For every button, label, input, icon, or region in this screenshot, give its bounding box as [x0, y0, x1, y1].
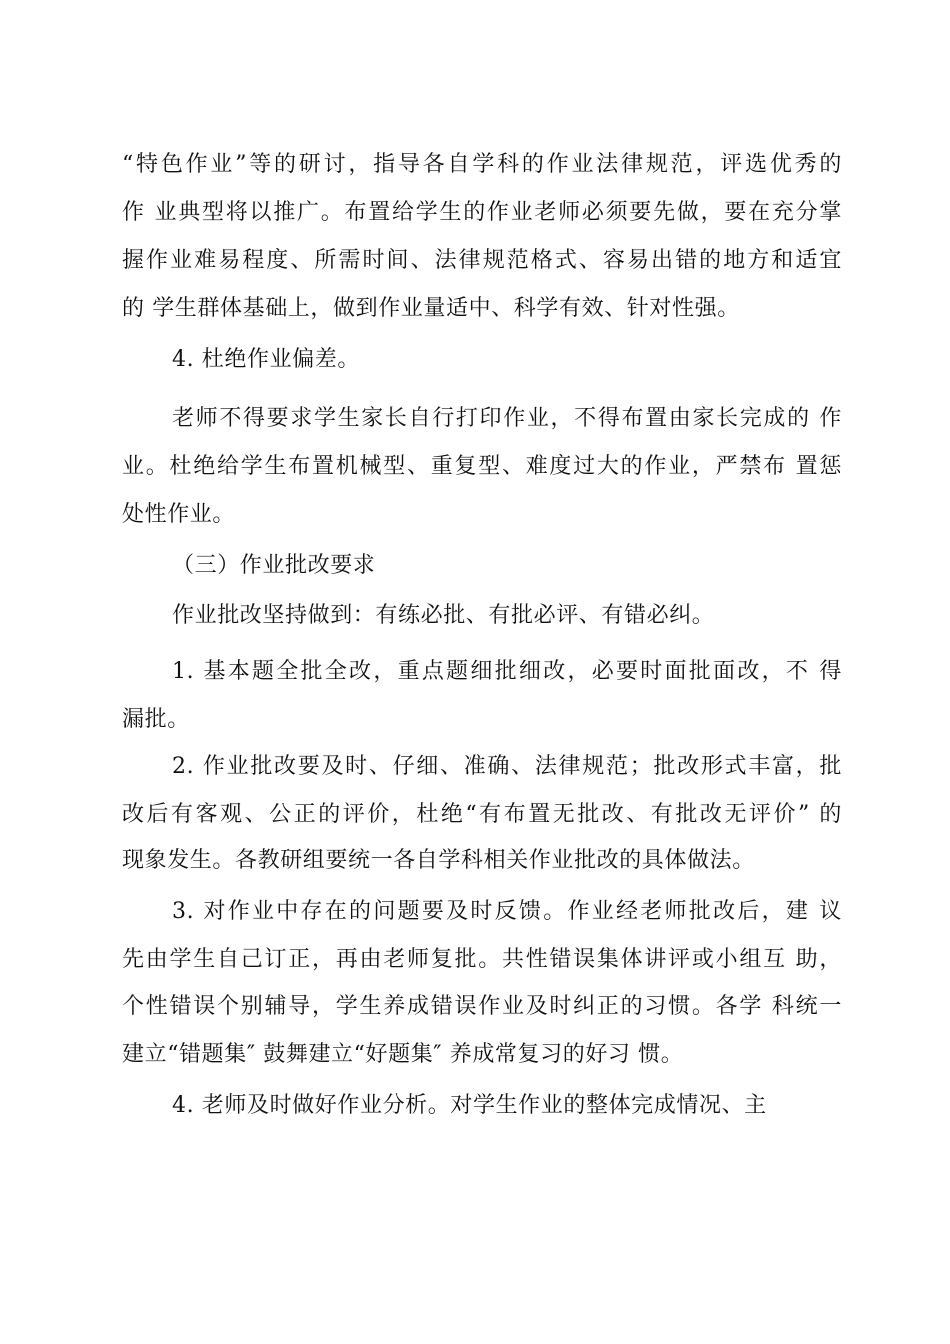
paragraph-line: 1. 基本题全批全改，重点题细批细改，必要时面批面改，不 得: [172, 659, 842, 684]
paragraph-line: 业。杜绝给学生布置机械型、重复型、难度过大的作业，严禁布 置惩: [122, 454, 842, 479]
paragraph-line: 改后有客观、公正的评价，杜绝“有布置无批改、有批改无评价” 的: [122, 802, 842, 827]
paragraph-line: “特色作业”等的研讨，指导各自学科的作业法律规范，评选优秀的: [122, 152, 842, 177]
paragraph-line: 先由学生自己订正，再由老师复批。共性错误集体讲评或小组互 助，: [122, 947, 842, 972]
paragraph-line: 作 业典型将以推广。布置给学生的作业老师必须要先做，要在充分掌: [122, 200, 842, 225]
paragraph-line: 漏批。: [122, 707, 190, 732]
paragraph-line: 现象发生。各教研组要统一各自学科相关作业批改的具体做法。: [122, 848, 755, 873]
paragraph-line: 4. 老师及时做好作业分析。对学生作业的整体完成情况、主: [172, 1093, 767, 1118]
paragraph-line: 3. 对作业中存在的问题要及时反馈。作业经老师批改后，建 议: [172, 899, 842, 924]
paragraph-line: 的 学生群体基础上，做到作业量适中、科学有效、针对性强。: [122, 296, 740, 321]
paragraph-line: 处性作业。: [122, 502, 236, 527]
section-heading: （三）作业批改要求: [172, 553, 376, 578]
paragraph-line: 握作业难易程度、所需时间、法律规范格式、容易出错的地方和适宜: [122, 248, 842, 273]
paragraph-line: 个性错误个别辅导，学生养成错误作业及时纠正的习惯。各学 科统一: [122, 994, 842, 1019]
paragraph-line: 老师不得要求学生家长自行打印作业，不得布置由家长完成的 作: [172, 406, 842, 431]
paragraph-line: 作业批改坚持做到：有练必批、有批必评、有错必纠。: [172, 603, 715, 628]
paragraph-line: 2. 作业批改要及时、仔细、准确、法律规范；批改形式丰富，批: [172, 754, 842, 779]
paragraph-line: 建立“错题集″ 鼓舞建立“好题集″ 养成常复习的好习 惯。: [122, 1042, 684, 1067]
section-heading: 4. 杜绝作业偏差。: [172, 347, 360, 372]
